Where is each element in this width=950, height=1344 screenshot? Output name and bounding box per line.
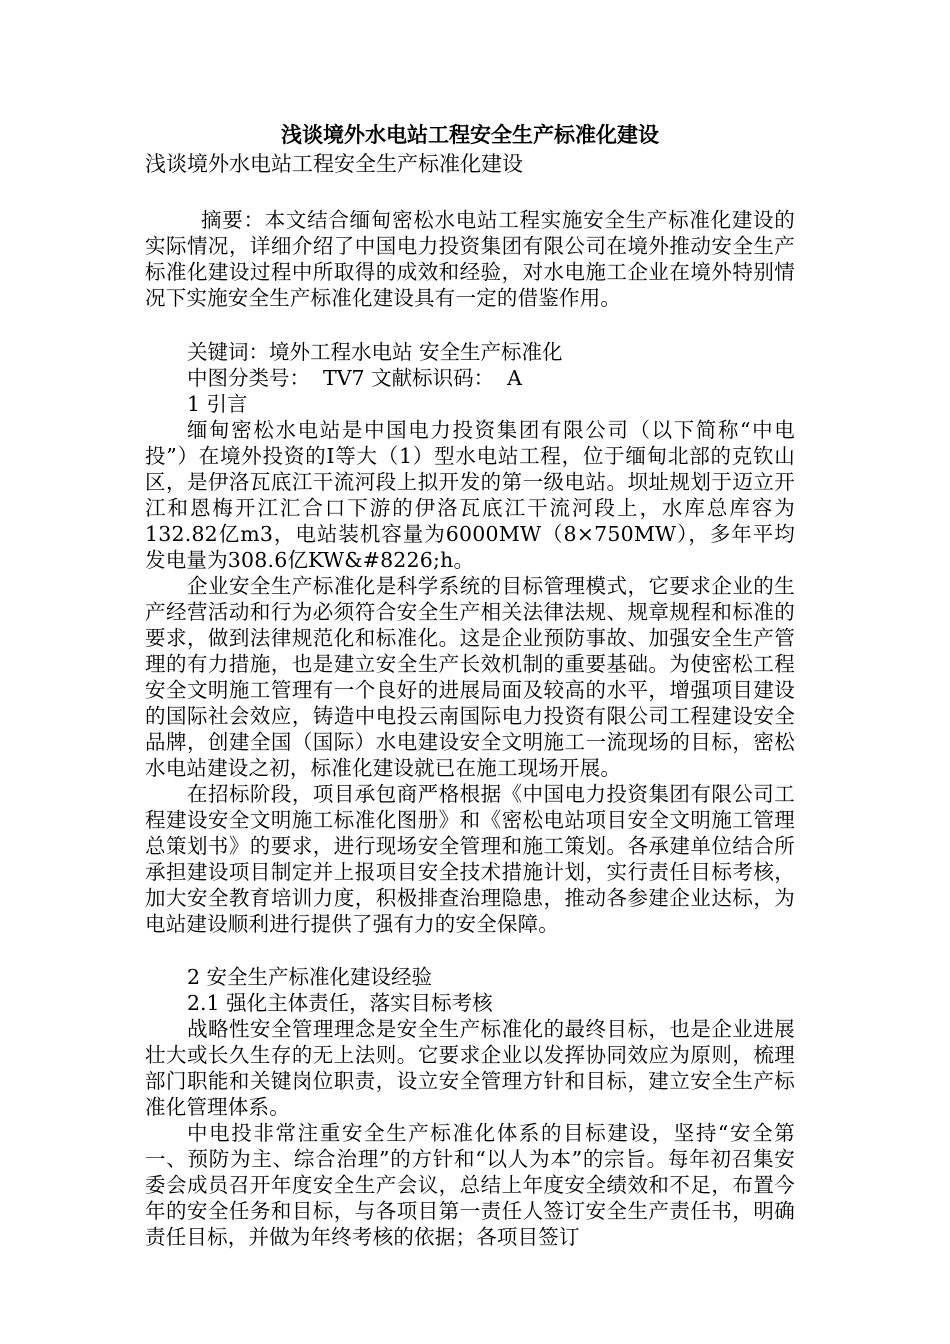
section-1-heading: 1 引言	[187, 392, 248, 416]
section-2-heading: 2 安全生产标准化建设经验	[187, 965, 433, 989]
document-title: 浅谈境外水电站工程安全生产标准化建设	[281, 122, 659, 147]
body-paragraph-5: 中电投非常注重安全生产标准化体系的目标建设，坚持“安全第一、预防为主、综合治理”的方针和“以人为本”的宗旨。每年初召集安委会成员召开年度安全生产会议，总结上年度安全绩效和不足，布置今年的安全任务和目标，与各项目第一责任人签订安全生产责任书，明确责任目标，并做为年终考核的依据；各项目签订	[145, 1121, 795, 1249]
document-subtitle: 浅谈境外水电站工程安全生产标准化建设	[145, 152, 523, 176]
document-page	[145, 120, 795, 1250]
body-paragraph-2: 企业安全生产标准化是科学系统的目标管理模式，它要求企业的生产经营活动和行为必须符合安全生产相关法律法规、规章规程和标准的要求，做到法律规范化和标准化。这是企业预防事故、加强安全生产管理的有力措施，也是建立安全生产长效机制的重要基础。为使密松工程安全文明施工管理有一个良好的进展局面及较高的水平，增强项目建设的国际社会效应，铸造中电投云南国际电力投资有限公司工程建设安全品牌，创建全国（国际）水电建设安全文明施工一流现场的目标，密松水电站建设之初，标准化建设就已在施工现场开展。	[145, 574, 795, 780]
abstract-paragraph: 摘要：本文结合缅甸密松水电站工程实施安全生产标准化建设的实际情况，详细介绍了中国电力投资集团有限公司在境外推动安全生产标准化建设过程中所取得的成效和经验，对水电施工企业在境外特别情况下实施安全生产标准化建设具有一定的借鉴作用。	[145, 208, 795, 310]
body-paragraph-3: 在招标阶段，项目承包商严格根据《中国电力投资集团有限公司工程建设安全文明施工标准化图册》和《密松电站项目安全文明施工管理总策划书》的要求，进行现场安全管理和施工策划。各承建单位结合所承担建设项目制定并上报项目安全技术措施计划，实行责任目标考核，加大安全教育培训力度，积极排查治理隐患，推动各参建企业达标，为电站建设顺利进行提供了强有力的安全保障。	[145, 782, 795, 936]
classification-line: 中图分类号： TV7 文献标识码： A	[187, 366, 522, 390]
keywords-line: 关键词：境外工程水电站 安全生产标准化	[187, 340, 563, 364]
body-paragraph-4: 战略性安全管理理念是安全生产标准化的最终目标，也是企业进展壮大或长久生存的无上法则。它要求企业以发挥协同效应为原则，梳理部门职能和关键岗位职责，设立安全管理方针和目标，建立安全生产标准化管理体系。	[145, 1017, 795, 1119]
section-2-1-heading: 2.1 强化主体责任，落实目标考核	[187, 991, 493, 1015]
body-paragraph-1: 缅甸密松水电站是中国电力投资集团有限公司（以下简称“中电投”）在境外投资的Ⅰ等大（1）型水电站工程，位于缅甸北部的克钦山区，是伊洛瓦底江干流河段上拟开发的第一级电站。坝址规划于迈立开江和恩梅开江汇合口下游的伊洛瓦底江干流河段上，水库总库容为132.82亿m3，电站装机容量为6000MW（8×750MW），多年平均发电量为308.6亿KW&#8226;h。	[145, 418, 795, 572]
